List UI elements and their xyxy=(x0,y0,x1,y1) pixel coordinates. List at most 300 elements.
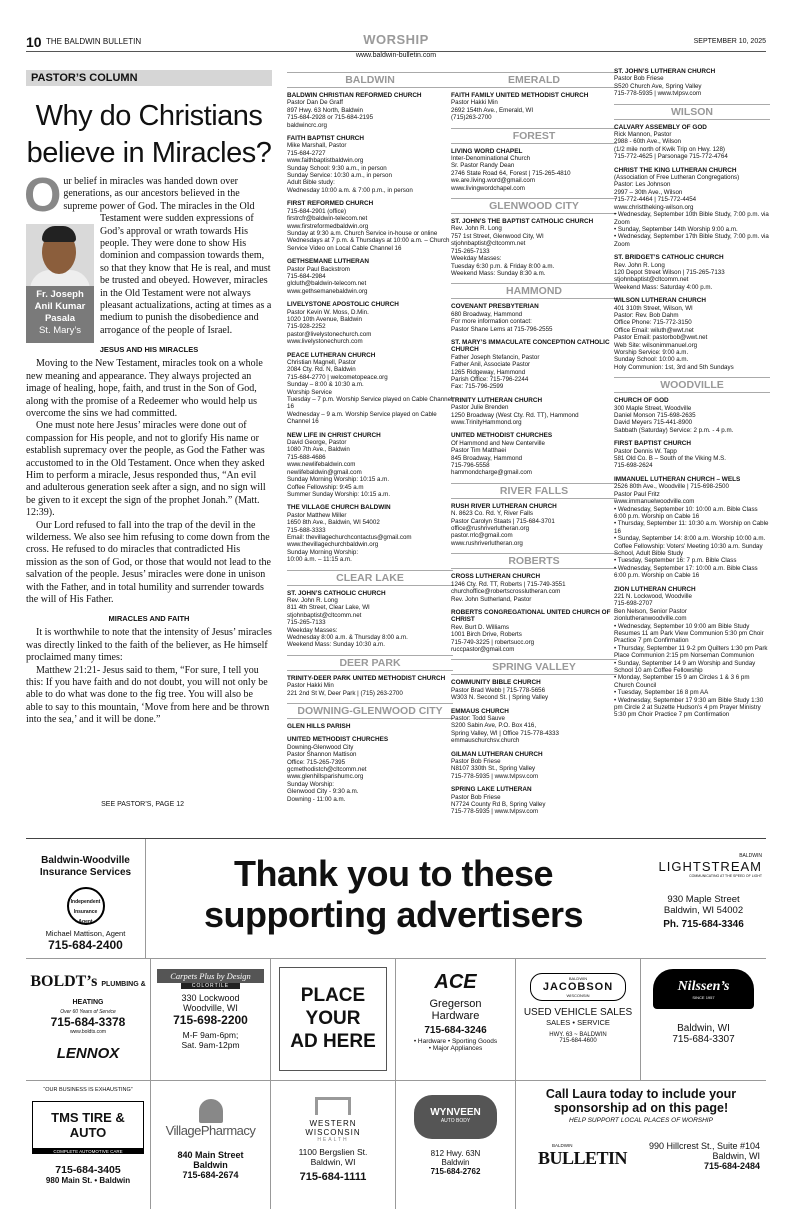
church-listing xyxy=(287,352,453,426)
banner-line-1: Thank you to these xyxy=(233,853,554,894)
site-url[interactable]: www.baldwin-bulletin.com xyxy=(355,52,437,59)
sponsorship-ad[interactable] xyxy=(516,1081,766,1209)
issue-date: SEPTEMBER 10, 2025 xyxy=(693,38,766,45)
church-listing xyxy=(451,679,617,701)
jacobson-line-2: SALES • SERVICE xyxy=(546,1018,610,1027)
wwh-address: 1100 Bergslien St. xyxy=(298,1147,368,1157)
church-name: UNITED METHODIST CHURCHES xyxy=(287,736,389,744)
church-detail-line: 2988 - 60th Ave., Wilson xyxy=(614,138,681,146)
church-detail-line: • Sunday, September 14 9 am Worship and Sunday School 10 am Coffee Fellowship xyxy=(614,659,756,675)
banner-line-2: supporting advertisers xyxy=(203,894,584,935)
church-detail-line[interactable]: Pastor Email: pastorbob@wwt.net xyxy=(614,334,708,342)
sponsorship-line-1: Call Laura today to include your xyxy=(545,1087,737,1101)
church-name: GILMAN LUTHERAN CHURCH xyxy=(451,750,543,758)
church-detail-line: Downing - 11:00 a.m. xyxy=(287,795,346,803)
church-detail-line[interactable]: office@rushriverlutheran.org xyxy=(451,525,530,533)
church-detail-line[interactable]: www.newlifebaldwin.com xyxy=(287,461,356,469)
church-detail-line: emmauschurchsv.church xyxy=(451,737,520,745)
church-detail-line[interactable]: 715-778-5935 | www.tvlpsv.com xyxy=(451,772,539,780)
church-detail-line: Pastor Shannon Mattison xyxy=(287,751,357,759)
church-detail-line: Tuesday – 7 p.m. Worship Service played on Cable Channel 16 xyxy=(287,396,453,411)
town-heading: DOWNING-GLENWOOD CITY xyxy=(287,703,453,719)
church-listing xyxy=(287,432,453,499)
paragraph: One must note here Jesus’ miracles were done out of compassion for His people, and not to glorify His name or establish supremacy over the people, as God the Father was accustomed to in the Old Testament. Once when they asked Him to perform a miracle, Jesus responded thus, “An evil and adulterous generation seek after a sign, and no sign will be given to it except the sign of the prophet Jonah.” (Matt. 12:39). xyxy=(26,420,266,519)
wynveen-ad[interactable] xyxy=(396,1081,516,1209)
church-listing xyxy=(614,586,770,719)
church-detail-line: 10:00 a.m. – 11:15 a.m. xyxy=(287,556,352,564)
church-detail-line: 2692 154th Ave., Emerald, WI xyxy=(451,106,534,114)
church-name: IMMANUEL LUTHERAN CHURCH – WELS xyxy=(614,475,741,483)
church-detail-line[interactable]: www.livingwordchapel.com xyxy=(451,184,525,192)
nilssens-phone: 715-684-3307 xyxy=(672,1034,735,1045)
church-detail-line: • Sunday, September 14: 8:00 a.m. Worship 10:00 a.m. Coffee Fellowship: Voters’ Meeting 10:30 a.m. Sunday School, Adult Bible Study xyxy=(614,535,766,557)
jacobson-ad[interactable] xyxy=(516,959,641,1081)
church-name: CALVARY ASSEMBLY OF GOD xyxy=(614,123,707,131)
church-detail-line: • Wednesday, September 10th Bible Study, 7:00 p.m. via Zoom xyxy=(614,211,769,226)
church-detail-line: Downing-Glenwood City xyxy=(287,743,354,751)
insurance-ad[interactable] xyxy=(26,839,146,959)
church-name: ST. JOHN’S THE BAPTIST CATHOLIC CHURCH xyxy=(451,218,594,226)
church-detail-line: Pastor: Les Johnson xyxy=(614,181,671,189)
church-detail-line: 1650 8th Ave., Baldwin, WI 54002 xyxy=(287,519,380,527)
lightstream-top: BALDWIN xyxy=(739,853,762,859)
church-detail-line[interactable]: Web Site: wilsonimmanuel.org xyxy=(614,341,698,349)
logo-text: Independent Insurance Agent xyxy=(70,899,101,925)
church-detail-line: Pastor Shane Lems at 715-796-2555 xyxy=(451,325,553,333)
church-detail-line: Summer Sunday Worship: 10:15 a.m. xyxy=(287,490,391,498)
church-listing xyxy=(451,432,617,476)
church-detail-line[interactable]: gcmethodistch@cltcomm.net xyxy=(287,766,367,774)
village-phone: 715-684-2674 xyxy=(182,1170,239,1180)
wynveen-phone: 715-684-2762 xyxy=(430,1167,481,1176)
church-detail-line: 1080 7th Ave., Baldwin xyxy=(287,446,350,454)
town-heading: DEER PARK xyxy=(287,655,453,671)
town-heading: ROBERTS xyxy=(451,553,617,569)
carpets-address: 330 Lockwood xyxy=(181,993,240,1003)
church-name: GLEN HILLS PARISH xyxy=(287,723,351,731)
boldts-kind: PLUMBING & HEATING xyxy=(72,981,146,1006)
tms-address: 980 Main St. • Baldwin xyxy=(45,1176,131,1185)
church-detail-line[interactable]: zionlutheranwoodville.com xyxy=(614,615,687,623)
church-detail-line: 1020 10th Avenue, Baldwin xyxy=(287,315,362,323)
town-heading: HAMMOND xyxy=(451,283,617,299)
church-name: EMMAUS CHURCH xyxy=(451,707,509,715)
church-listing xyxy=(451,218,617,277)
church-detail-line: Worship Service xyxy=(287,388,332,396)
church-detail-line: Coffee Fellowship: 9:45 a.m xyxy=(287,483,364,491)
church-detail-line: 715-684-2984 xyxy=(287,272,326,280)
village-pharmacy-logo: VillagePharmacy xyxy=(165,1123,256,1138)
boldts-web: www.boldts.com xyxy=(69,1029,107,1035)
wwh-city: Baldwin, WI xyxy=(310,1157,356,1167)
church-detail-line[interactable]: hammondcharge@gmail.com xyxy=(451,469,532,477)
church-detail-line: Sabbath (Saturday) Service: 2 p.m. - 4 p.m. xyxy=(614,426,734,434)
church-detail-line: Sunday School: 9:30 a.m., in person xyxy=(287,164,387,172)
bulletin-logo xyxy=(524,1143,628,1169)
church-detail-line[interactable]: www.faithbaptistbaldwin.org xyxy=(287,157,364,165)
bulletin-city: Baldwin, WI xyxy=(712,1151,760,1161)
church-detail-line: Fax: 715-796-2599 xyxy=(451,383,504,391)
church-detail-line[interactable]: Email: thevillagechurchcontactus@gmail.com xyxy=(287,533,412,541)
church-detail-line[interactable]: pastor.rrlc@gmail.com xyxy=(451,532,513,540)
wynveen-logo: WYNVEEN xyxy=(430,1107,481,1118)
church-detail-line: Inter-Denominational Church xyxy=(451,155,531,163)
pharmacy-leaf-icon xyxy=(199,1099,223,1123)
church-detail-line: N7724 County Rd B, Spring Valley xyxy=(451,801,546,809)
church-detail-line: Parish Office: 715-796-2244 xyxy=(451,375,529,383)
church-detail-line: Of Hammond and New Centerville xyxy=(451,439,545,447)
subhead: MIRACLES AND FAITH xyxy=(108,614,190,624)
church-detail-line: Adult Bible study: xyxy=(287,179,335,187)
bulletin-address: 990 Hillcrest St., Suite #104 xyxy=(648,1141,760,1151)
church-detail-line: 715-698-2624 xyxy=(614,462,653,470)
church-detail-line: Pastor Julie Brenden xyxy=(451,404,509,412)
church-detail-line: 757 1st Street, Glenwood City, WI xyxy=(451,232,544,240)
tms-sub: COMPLETE AUTOMOTIVE CARE xyxy=(32,1149,144,1154)
church-detail-line: N. 8623 Co. Rd. Y, River Falls xyxy=(451,510,533,518)
sponsorship-sub: HELP SUPPORT LOCAL PLACES OF WORSHIP xyxy=(569,1117,713,1124)
church-name: FAITH BAPTIST CHURCH xyxy=(287,135,365,143)
church-name: UNITED METHODIST CHURCHES xyxy=(451,432,553,440)
paragraph: Our Lord refused to fall into the trap of the devil in the wilderness. We also see him refusing to come down from the cross. He refused to do miracles that contradicted His mission as the son of God, or those that would not lead to the salvation of the people. Jesus’ miracles were done in unison with the Father, and in total humility and surrender towards the will of His Father. xyxy=(26,519,271,605)
church-listing xyxy=(451,503,617,547)
church-detail-line: • Wednesday, September 10 9:00 am Bible Study Resumes 11 am Park View Communion 5:30 pm Choir Practice 7 pm Confirmation xyxy=(614,622,764,645)
church-detail-line: 120 Depot Street Wilson | 715-265-7133 xyxy=(614,268,725,276)
church-detail-line: Sunday Service: 10:30 a.m., in person xyxy=(287,172,392,180)
church-detail-line[interactable]: www.livelystonechurch.com xyxy=(287,338,363,346)
church-detail-line: (715)263-2700 xyxy=(451,114,492,122)
church-detail-line: Rev. John R. Long xyxy=(451,225,502,233)
church-name: LIVING WORD CHAPEL xyxy=(451,147,523,155)
church-detail-line: Weekday Masses: xyxy=(287,626,338,634)
church-detail-line: Christian Magnell, Pastor xyxy=(287,359,357,366)
church-detail-line: • Sunday, September 14th Worship 9:00 a.m. xyxy=(614,225,738,233)
church-detail-line: Rev. John R. Long xyxy=(614,261,665,269)
lennox-logo: LENNOX xyxy=(56,1045,120,1062)
tms-phone: 715-684-3405 xyxy=(55,1164,121,1176)
church-detail-line: 1246 Cty. Rd. TT, Roberts | 715-749-3551 xyxy=(451,580,566,588)
town-heading: FOREST xyxy=(451,128,617,144)
town-heading: WOODVILLE xyxy=(614,377,770,393)
carpets-ad[interactable] xyxy=(151,959,271,1081)
wwh-logo-icon xyxy=(315,1097,351,1115)
church-detail-line: 715-928-2252 xyxy=(287,323,326,331)
church-detail-line: 715-265-7133 xyxy=(287,619,326,627)
church-detail-line[interactable]: www.glenhillsparishumc.org xyxy=(287,773,364,781)
church-listing xyxy=(451,148,617,192)
place-line-1: PLACE xyxy=(300,985,366,1006)
church-detail-line: • Thursday, September 11 9-2 pm Quilters 1:30 pm Park Place Communion 2:15 pm Norseman Communion xyxy=(614,644,768,660)
church-name: PEACE LUTHERAN CHURCH xyxy=(287,351,376,359)
paragraph: ur belief in miracles was handed down over generations, as our ancestors believed in the supreme power of God. The miracles in the Old Testament were sudden expressions of God’s approval or wrath towards His people. They were done to show His dominion and compassion towards them, so that they know that He is real, and must be trusted and obeyed. However, miracles in the Old Testament were not always pleasant actualizations, acting at times as a medium to punish the disobedience and arrogance of the people of Israel. xyxy=(63,176,272,336)
church-listing xyxy=(614,254,770,291)
church-detail-line: Sunday School: 10:00 a.m. xyxy=(614,356,689,364)
church-detail-line: Daniel Monson 715-698-2635 xyxy=(614,412,696,420)
church-detail-line: Pastor Dennis W. Tapp xyxy=(614,447,677,455)
church-detail-line: Rev. John R. Long xyxy=(287,596,338,604)
church-detail-line: Office Phone: 715-772-3150 xyxy=(614,319,692,327)
church-detail-line: 300 Maple Street, Woodville xyxy=(614,404,692,412)
church-detail-line[interactable]: stjohnbaptist@cltcomm.net xyxy=(614,276,689,284)
town-heading: SPRING VALLEY xyxy=(451,659,617,675)
church-detail-line: Sunday – 8:00 & 10:30 a.m. xyxy=(287,381,364,389)
church-detail-line[interactable]: firstrcfr@baldwin-telecom.net xyxy=(287,215,368,223)
church-detail-line[interactable]: stjohnbaptist@cltcomm.net xyxy=(451,240,526,248)
jacobson-address: HWY. 63 ~ BALDWIN xyxy=(549,1032,607,1038)
pastors-column xyxy=(26,70,272,808)
western-wisconsin-health-ad[interactable] xyxy=(271,1081,396,1209)
church-detail-line: Sunday at 9:30 a.m. Church Service in-house or online xyxy=(287,229,438,237)
church-detail-line: 715-772-4625 | Parsonage 715-772-4764 xyxy=(614,153,728,161)
church-detail-line: 2746 State Road 64, Forest | 715-265-4810 xyxy=(451,169,571,177)
church-detail-line[interactable]: www.immanuelwoodville.com xyxy=(614,498,695,506)
church-listing xyxy=(451,609,617,653)
church-detail-line[interactable]: glcluth@baldwin-telecom.net xyxy=(287,280,367,288)
church-detail-line: 715-684-2727 xyxy=(287,149,326,157)
church-detail-line[interactable]: ruccpastor@gmail.com xyxy=(451,645,515,653)
church-detail-line: 401 310th Street, Wilson, WI xyxy=(614,304,693,312)
church-listing xyxy=(614,68,770,98)
independent-agent-logo xyxy=(67,887,105,925)
church-detail-line: (1/2 mile north of Kwik Trip on Hwy. 128) xyxy=(614,145,725,153)
church-name: ST. JOHN’S CATHOLIC CHURCH xyxy=(287,589,386,597)
author-name: Fr. Joseph Anil Kumar Pasala xyxy=(34,289,86,324)
carpets-phone: 715-698-2200 xyxy=(173,1013,248,1027)
church-detail-line: For more information contact: xyxy=(451,318,532,326)
church-detail-line: Pastor Paul Fritz xyxy=(614,490,660,498)
church-listing xyxy=(287,258,453,295)
church-detail-line[interactable]: pastor@livelystonechurch.com xyxy=(287,330,372,338)
church-listing xyxy=(451,92,617,122)
subhead: JESUS AND HIS MIRACLES xyxy=(99,345,199,355)
boldts-phone: 715-684-3378 xyxy=(50,1015,126,1029)
church-detail-line[interactable]: churchoffice@robertscrosslutheran.com xyxy=(451,588,561,596)
insurance-title: Baldwin-Woodville Insurance Services xyxy=(39,855,132,878)
church-detail-line[interactable]: www.christtheking-wilson.org xyxy=(614,203,694,211)
jacobson-state: WISCONSIN xyxy=(566,993,590,998)
carpets-sub: COLORTILE xyxy=(181,983,240,989)
carpets-hours-sat: Sat. 9am-12pm xyxy=(181,1040,240,1050)
boldts-ad[interactable] xyxy=(26,959,151,1081)
church-name: BALDWIN CHRISTIAN REFORMED CHURCH xyxy=(287,92,422,99)
church-detail-line[interactable]: 715-749-3225 | robertsucc.org xyxy=(451,638,535,646)
church-detail-line: • Tuesday, September 16: 7 p.m. Bible Class xyxy=(614,557,737,565)
tms-logo: TMS TIRE & AUTO xyxy=(32,1101,144,1149)
church-detail-line: Pastor Bob Friese xyxy=(451,793,501,801)
jacobson-top: BALDWIN xyxy=(568,976,588,981)
tms-tagline: “OUR BUSINESS IS EXHAUSTING” xyxy=(43,1087,133,1093)
church-detail-line: Wednesdays at 7 p.m. & Thursdays at 10:00 a.m. – Church Service Video on Local Cable Channel 16 xyxy=(287,237,450,252)
church-detail-line: 715-684-2901 (office) xyxy=(287,207,347,215)
church-detail-line[interactable]: www.thevillagechurchbaldwin.org xyxy=(287,541,379,549)
church-detail-line: Glenwood City - 9:30 a.m. xyxy=(287,788,359,796)
church-listing xyxy=(614,476,770,580)
ace-logo: ACE xyxy=(434,971,477,993)
church-detail-line: • Wednesday, September 10: 10:00 a.m. Bible Class 6:00 p.m. Worship on Cable 16 xyxy=(614,505,758,520)
church-detail-line: Rev. Burt D. Williams xyxy=(451,623,509,631)
church-detail-line: • Monday, September 15 9 am Circles 1 & 3 6 pm Church Council xyxy=(614,674,750,689)
ace-hardware-ad[interactable] xyxy=(396,959,516,1081)
ace-phone: 715-684-3246 xyxy=(424,1025,487,1036)
church-name: GETHSEMANE LUTHERAN xyxy=(287,258,370,266)
church-detail-line[interactable]: we.are.living.word@gmail.com xyxy=(451,177,535,185)
church-detail-line: Spring Valley, WI | Office 715-778-4333 xyxy=(451,729,559,737)
church-detail-line: Weekend Mass: Sunday 8:30 a.m. xyxy=(451,269,546,277)
bulletin-name: BULLETIN xyxy=(538,1148,628,1168)
church-detail-line: 715-688-4686 xyxy=(287,453,326,461)
ace-items-2: • Major Appliances xyxy=(428,1045,483,1052)
church-name: SPRING LAKE LUTHERAN xyxy=(451,786,532,794)
church-detail-line: Rev. John Sutherland, Pastor xyxy=(451,595,532,603)
church-detail-line: 221 2nd St W, Deer Park | (715) 263-2700 xyxy=(287,689,403,697)
church-detail-line: S200 Sabin Ave, P.O. Box 416, xyxy=(451,722,537,730)
church-detail-line: Pastor Kevin W. Moss, D.Min. xyxy=(287,308,369,316)
village-city: Baldwin xyxy=(193,1160,228,1170)
place-line-3: AD HERE xyxy=(290,1031,376,1052)
church-detail-line: Sunday Morning Worship: xyxy=(287,548,359,556)
church-name: THE VILLAGE CHURCH BALDWIN xyxy=(287,504,391,512)
church-detail-line[interactable]: baldwincrc.org xyxy=(287,121,327,129)
church-name: WILSON LUTHERAN CHURCH xyxy=(614,297,706,305)
section-title: WORSHIP xyxy=(363,32,429,47)
church-listing xyxy=(287,135,453,194)
church-detail-line: David Meyers 715-441-8900 xyxy=(614,419,693,427)
nilssens-logo: Nilssen’s xyxy=(677,979,730,994)
church-detail-line: 715-772-4464 | 715-772-4454 xyxy=(614,196,697,204)
church-detail-line: Father Anil, Associate Pastor xyxy=(451,361,531,369)
paragraph: Moving to the New Testament, miracles took on a whole new meaning and appearance. They always projected an image of healing, hope, faith, and trust in the Son of God, along with the promise of a Redeemer who would help us overcome the sins we had committed. xyxy=(26,358,263,419)
insurance-phone: 715-684-2400 xyxy=(48,938,123,952)
church-detail-line: 845 Broadway, Hammond xyxy=(451,454,523,462)
church-detail-line[interactable]: stjohnbaptist@cltcomm.net xyxy=(287,611,362,619)
ace-name-2: Hardware xyxy=(431,1010,480,1022)
continued-jump: SEE PASTOR’S, PAGE 12 xyxy=(101,801,184,808)
boldts-years: Over 60 Years of Service xyxy=(60,1009,116,1015)
church-detail-line: Pastor Bob Friese xyxy=(451,758,501,765)
church-detail-line: Wednesday – 9 a.m. Worship Service played on Cable Channel 16 xyxy=(287,410,437,426)
church-detail-line: Pastor Dan De Graff xyxy=(287,99,343,107)
church-detail-line[interactable]: 715-778-5935 | www.tvlpsv.com xyxy=(451,808,539,816)
church-detail-line[interactable]: www.gethsemanebaldwin.org xyxy=(287,287,368,295)
church-detail-line: Rick Mannon, Pastor xyxy=(614,131,672,139)
town-heading: RIVER FALLS xyxy=(451,483,617,499)
church-listing xyxy=(451,339,617,391)
church-detail-line: 680 Broadway, Hammond xyxy=(451,310,523,318)
jacobson-logo: JACOBSON xyxy=(542,981,614,993)
church-name: CROSS LUTHERAN CHURCH xyxy=(451,573,541,581)
church-listing xyxy=(287,736,453,803)
church-detail-line: Pastor Hakki Min xyxy=(287,682,334,690)
church-detail-line: 897 Hwy. 63 North, Baldwin xyxy=(287,106,363,114)
article-headline: Why do Christians believe in Miracles? xyxy=(26,100,272,169)
author-caption xyxy=(26,286,94,343)
church-detail-line: • Thursday, September 11: 10:30 a.m. Worship on Cable 16 xyxy=(614,520,769,535)
church-detail-line[interactable]: www.firstreformedbaldwin.org xyxy=(287,222,369,230)
wwh-name-1: WESTERN xyxy=(309,1119,357,1128)
church-detail-line: 2084 Cty. Rd. N, Baldwin xyxy=(287,366,356,374)
church-detail-line: 715-684-2928 or 715-684-2195 xyxy=(287,114,374,122)
church-detail-line: Worship Service: 9:00 a.m. xyxy=(614,349,689,356)
church-listing xyxy=(614,124,770,161)
church-detail-line: Holy Communion: 1st, 3rd and 5th Sundays xyxy=(614,363,734,371)
lightstream-ad[interactable] xyxy=(641,839,766,959)
church-listing xyxy=(614,440,770,470)
church-name: ROBERTS CONGREGATIONAL UNITED CHURCH OF CHRIST xyxy=(451,608,611,624)
nilssens-since: SINCE 1957 xyxy=(692,995,715,1000)
sponsorship-line-2: sponsorship ad on this page! xyxy=(553,1101,729,1115)
church-detail-line: Pastor: Todd Sauve xyxy=(451,714,505,722)
paragraph: Matthew 21:21- Jesus said to them, “For sure, I tell you this: If you have faith and do not doubt, you will not only be able to do what was done to the fig tree. You will also be able to say to this mountain, ‘Move from here and be thrown into the sea,’ and it will be done.” xyxy=(26,664,270,726)
tms-tire-ad[interactable] xyxy=(26,1081,151,1209)
church-detail-line: S520 Church Ave, Spring Valley xyxy=(614,82,702,90)
church-detail-line: Wednesday 8:00 a.m. & Thursday 8:00 a.m. xyxy=(287,634,408,641)
church-detail-line: 715-698-2707 xyxy=(614,600,653,608)
church-listing xyxy=(451,708,617,745)
village-pharmacy-ad[interactable] xyxy=(151,1081,271,1209)
church-name: NEW LIFE IN CHRIST CHURCH xyxy=(287,431,381,439)
church-listing xyxy=(451,303,617,333)
publication-name: THE BALDWIN BULLETIN xyxy=(46,37,142,46)
church-detail-line[interactable]: www.rushriverlutheran.org xyxy=(451,539,523,547)
page-header xyxy=(26,32,766,59)
church-detail-line: 581 Old Co. B – South of the Viking M.S. xyxy=(614,455,727,463)
church-detail-line: 1265 Ridgeway, Hammond xyxy=(451,368,526,376)
lightstream-city: Baldwin, WI 54002 xyxy=(663,905,744,916)
carpets-logo: Carpets Plus by Design xyxy=(157,969,264,983)
church-detail-line: Ben Nelson, Senior Pastor xyxy=(614,607,687,615)
church-detail-line[interactable]: newlifebaldwin@gmail.com xyxy=(287,468,362,476)
church-detail-line: 2526 80th Ave., Woodville | 715-698-2500 xyxy=(614,483,729,491)
church-detail-line: 1250 Broadway (West Cty. Rd. TT), Hammond xyxy=(451,411,579,419)
lightstream-phone: Ph. 715-684-3346 xyxy=(663,919,744,930)
church-listing xyxy=(287,723,453,730)
church-name: CHURCH OF GOD xyxy=(614,397,669,405)
church-listing xyxy=(614,397,770,434)
church-detail-line: Sunday Worship: xyxy=(287,780,335,788)
town-heading: BALDWIN xyxy=(287,72,453,88)
church-detail-line[interactable]: www.TrinityHammond.org xyxy=(451,419,522,426)
church-detail-line: W303 N. Second St. | Spring Valley xyxy=(451,694,549,702)
wynveen-sub: AUTO BODY xyxy=(440,1118,471,1124)
lightstream-address: 930 Maple Street xyxy=(667,894,740,905)
church-detail-line: Pastor Hakki Min xyxy=(451,99,498,107)
church-detail-line[interactable]: Office Email: wiluth@wwt.net xyxy=(614,326,694,334)
church-name: ST. MARY’S IMMACULATE CONCEPTION CATHOLIC CHURCH xyxy=(451,338,610,354)
church-detail-line[interactable]: 715-778-5935 | www.tvlpsv.com xyxy=(614,90,702,98)
church-detail-line[interactable]: 715-684-2770 | welcometopeace.org xyxy=(287,373,388,381)
author-church: St. Mary’s xyxy=(38,325,82,336)
nilssens-ad[interactable] xyxy=(641,959,766,1081)
place-your-ad[interactable] xyxy=(271,959,396,1081)
church-detail-line: 715-796-5558 xyxy=(451,462,490,470)
church-detail-line: 715-688-3333 xyxy=(287,526,326,534)
church-detail-line: Wednesday 10:00 a.m. & 7:00 p.m., in person xyxy=(287,186,413,194)
wynveen-address: 812 Hwy. 63N xyxy=(430,1149,481,1158)
church-detail-line: Tuesday 6:30 p.m. & Friday 8:00 a.m. xyxy=(451,262,555,270)
paragraph: It is worthwhile to note that the intensity of Jesus’ miracles was directly linked to the faith of the believer, as He himself proclaimed many times: xyxy=(26,627,272,664)
church-detail-line: • Wednesday, September 17th Bible Study, 7:00 p.m. via Zoom xyxy=(614,233,769,248)
church-detail-line: Office: 715-265-7395 xyxy=(287,758,346,766)
advertisers-section xyxy=(26,838,766,1208)
wwh-name-3: HEALTH xyxy=(317,1137,349,1143)
church-listing xyxy=(451,573,617,603)
church-detail-line: 2997 – 30th Ave., Wilson xyxy=(614,188,683,196)
church-detail-line: Pastor Brad Webb | 715-778-5656 xyxy=(451,686,546,694)
church-detail-line: Pastor Tim Matthaei xyxy=(451,447,507,455)
church-listing xyxy=(451,786,617,816)
church-detail-line: • Tuesday, September 16 8 pm AA xyxy=(614,689,709,697)
church-name: ST. BRIDGET’S CATHOLIC CHURCH xyxy=(614,254,724,262)
